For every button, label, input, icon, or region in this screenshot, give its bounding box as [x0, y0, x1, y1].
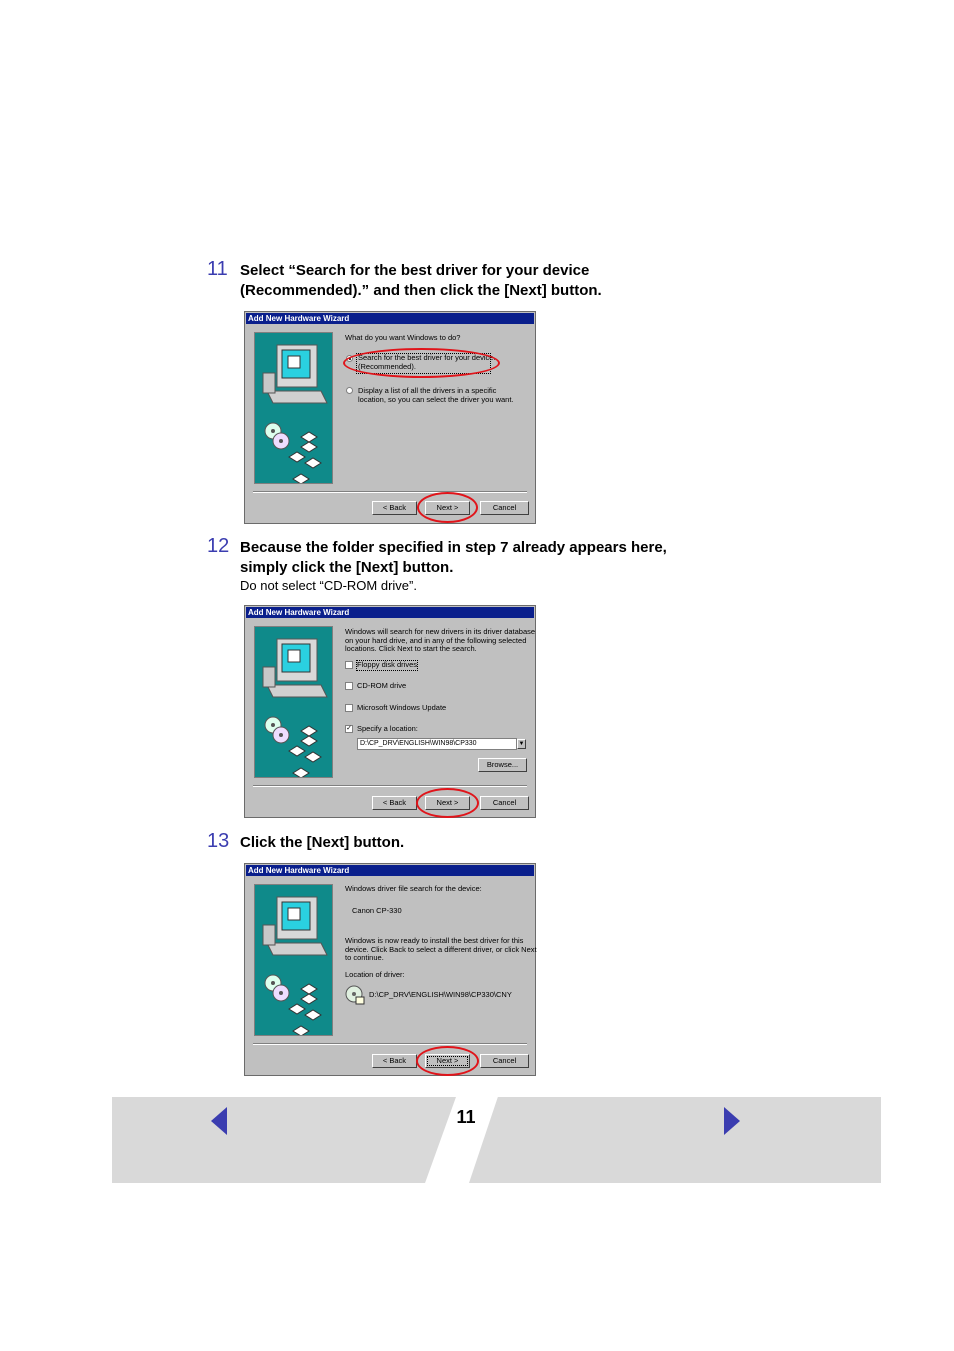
ready-text: Windows is now ready to install the best driver for this device. Click Back to select a different driver, or click Next to continue. — [345, 936, 537, 962]
dialog-separator — [253, 1043, 527, 1045]
wizard-illustration — [254, 884, 333, 1036]
step-number: 13 — [207, 830, 230, 852]
option-search-label[interactable]: Search for the best driver for your device. (Recommended). — [358, 353, 496, 371]
step-number: 11 — [207, 258, 228, 280]
highlight-ring — [417, 492, 478, 523]
page-number: 11 — [456, 1107, 476, 1127]
cancel-button[interactable]: Cancel — [480, 501, 529, 515]
browse-button[interactable]: Browse... — [478, 758, 527, 772]
computer-cd-icon — [255, 885, 333, 1036]
floppy-checkbox[interactable] — [345, 661, 353, 669]
cd-driver-icon — [345, 985, 365, 1005]
step-title: Click the [Next] button. — [240, 834, 405, 851]
search-intro-text: Windows will search for new drivers in its driver database on your hard drive, and in any of the following selected locations. Click Next to start the search. — [345, 627, 536, 653]
back-button[interactable]: < Back — [372, 1054, 417, 1068]
next-page-arrow-icon[interactable] — [724, 1107, 740, 1135]
search-result-heading: Windows driver file search for the device: — [345, 884, 482, 893]
dialog-separator — [253, 491, 527, 493]
chevron-down-icon[interactable]: ▼ — [518, 741, 525, 747]
location-combo[interactable]: D:\CP_DRV\ENGLISH\WIN98\CP330 — [357, 738, 517, 750]
dialog-title-bar: Add New Hardware Wizard — [246, 313, 534, 324]
wizard-dialog — [244, 863, 536, 1076]
device-name: Canon CP-330 — [352, 906, 402, 915]
step-number: 12 — [207, 535, 230, 557]
specify-location-label[interactable]: Specify a location: — [357, 724, 418, 733]
highlight-ring — [416, 1046, 479, 1076]
windows-update-label[interactable]: Microsoft Windows Update — [357, 703, 447, 712]
dialog-question: What do you want Windows to do? — [345, 333, 461, 342]
option-display-list-label[interactable]: Display a list of all the drivers in a specific location, so you can select the driver you want. — [358, 386, 514, 404]
wizard-illustration — [254, 626, 333, 778]
computer-cd-icon — [255, 627, 333, 778]
display-list-radio[interactable] — [346, 387, 353, 394]
next-button[interactable]: Next > — [425, 1054, 470, 1068]
windows-update-checkbox[interactable] — [345, 704, 353, 712]
floppy-label[interactable]: Floppy disk drives — [357, 660, 418, 669]
cancel-button[interactable]: Cancel — [480, 1054, 529, 1068]
computer-cd-icon — [255, 333, 333, 484]
next-button[interactable]: Next > — [425, 796, 470, 810]
previous-page-arrow-icon[interactable] — [211, 1107, 227, 1135]
dialog-title-bar: Add New Hardware Wizard — [246, 865, 534, 876]
highlight-ring — [416, 788, 479, 818]
cdrom-label[interactable]: CD-ROM drive — [357, 681, 407, 690]
driver-location-path: D:\CP_DRV\ENGLISH\WIN98\CP330\CNY — [369, 990, 512, 999]
location-label: Location of driver: — [345, 970, 405, 979]
footer-left-panel — [112, 1097, 456, 1183]
next-button[interactable]: Next > — [425, 501, 470, 515]
wizard-dialog — [244, 605, 536, 818]
dialog-separator — [253, 785, 527, 787]
wizard-illustration — [254, 332, 333, 484]
cdrom-checkbox[interactable] — [345, 682, 353, 690]
footer-right-panel — [469, 1097, 881, 1183]
back-button[interactable]: < Back — [372, 501, 417, 515]
cancel-button[interactable]: Cancel — [480, 796, 529, 810]
dialog-title-bar: Add New Hardware Wizard — [246, 607, 534, 618]
specify-location-checkbox[interactable]: ✓ — [346, 725, 352, 732]
wizard-dialog — [244, 311, 536, 524]
back-button[interactable]: < Back — [372, 796, 417, 810]
highlight-ring — [343, 348, 500, 378]
step-title: Select “Search for the best driver for your device (Recommended).” and then click the [Next] button. — [240, 262, 602, 299]
step-title: Because the folder specified in step 7 already appears here, simply click the [Next] button. — [240, 539, 667, 576]
step-note: Do not select “CD-ROM drive”. — [240, 578, 417, 593]
